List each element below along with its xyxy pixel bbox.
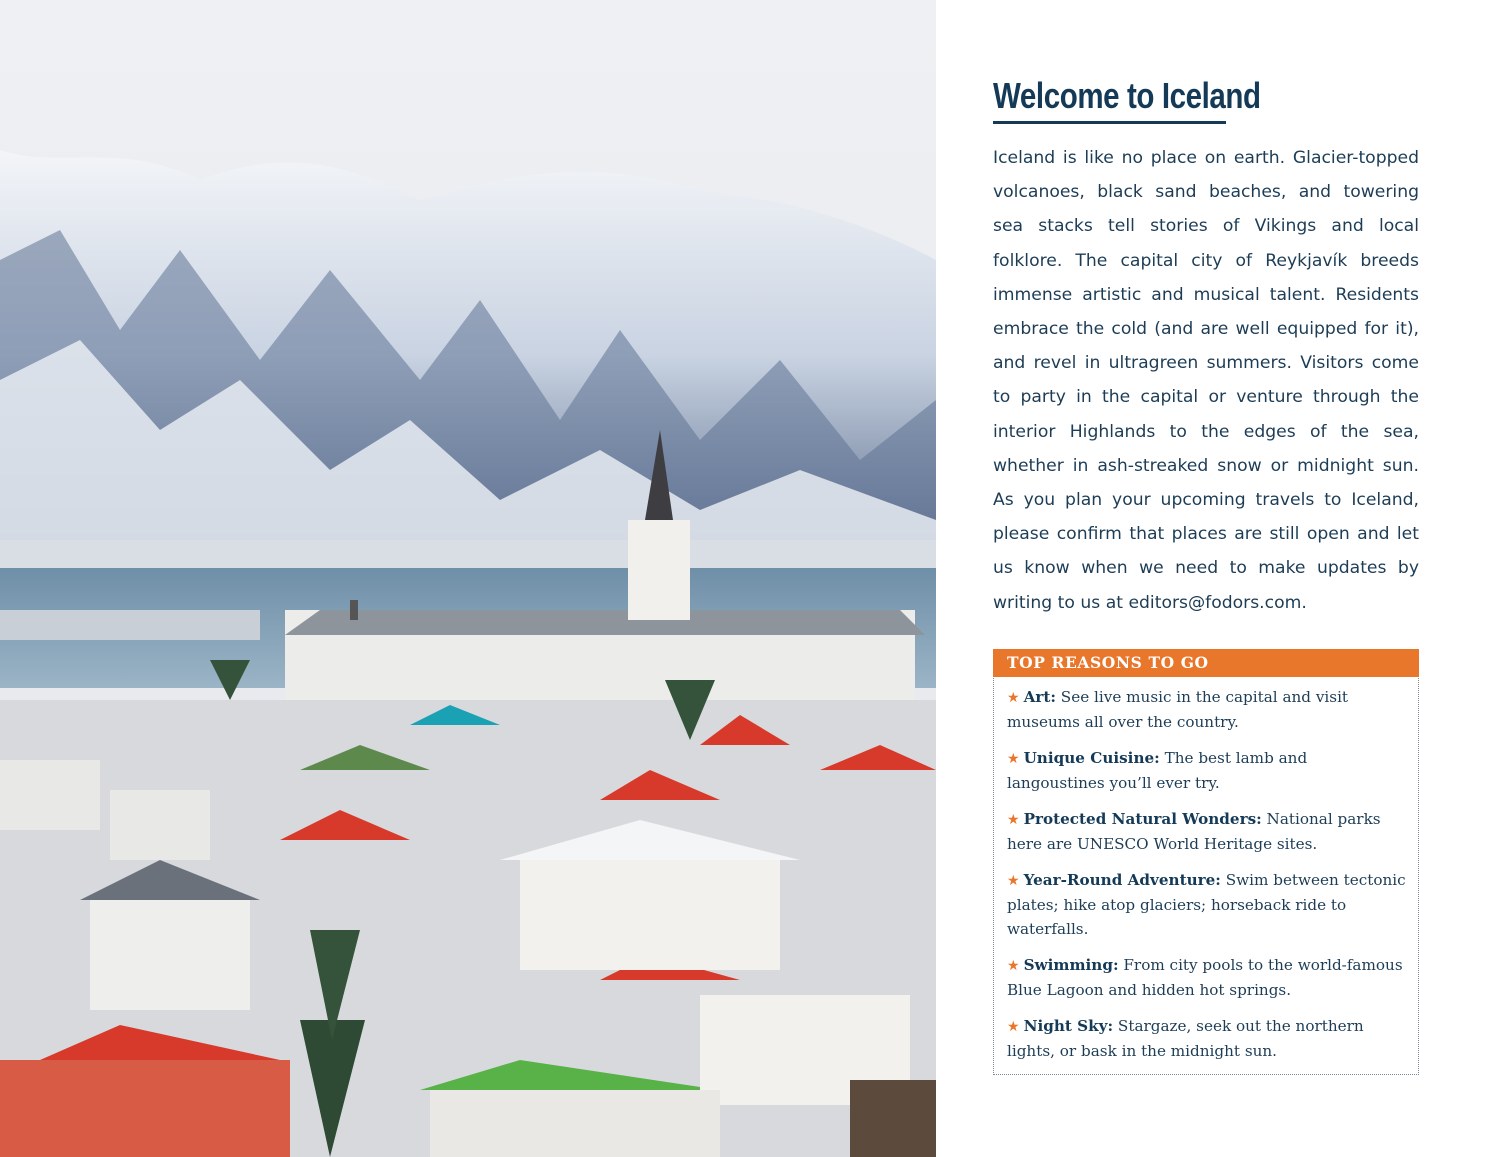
star-icon: ★ — [1007, 751, 1020, 767]
reason-title: Unique Cuisine: — [1023, 749, 1160, 767]
top-reasons-box — [993, 649, 1419, 1075]
reason-item — [1007, 953, 1408, 1002]
reason-title: Year-Round Adventure: — [1023, 871, 1221, 889]
reason-text: Swim between tectonic plates; hike atop glaciers; horseback ride to waterfalls. — [1007, 871, 1406, 938]
top-reasons-header: TOP REASONS TO GO — [993, 649, 1419, 677]
page-title: Welcome to Iceland — [993, 75, 1261, 116]
reason-title: Art: — [1023, 688, 1056, 706]
star-icon: ★ — [1007, 690, 1020, 706]
reason-title: Swimming: — [1023, 956, 1119, 974]
top-reasons-list — [994, 677, 1418, 1063]
reason-title: Night Sky: — [1023, 1017, 1114, 1035]
reason-item — [1007, 807, 1408, 856]
reason-title: Protected Natural Wonders: — [1023, 810, 1262, 828]
reason-item — [1007, 1014, 1408, 1063]
star-icon: ★ — [1007, 958, 1020, 974]
intro-text: Iceland is like no place on earth. Glacier-topped volcanoes, black sand beaches, and towering sea stacks tell stories of Vikings and local folklore. The capital city of Reykjavík breeds immense artistic and musical talent. Residents embrace the cold (and are well equipped for it), and revel in ultragreen summers. Visitors come to party in the capital or venture through the interior Highlands to the edges of the sea, whether in ash-streaked snow or midnight sun. As you plan your upcoming travels to Iceland, please confirm that places are still open and let us know when we need to make updates by writing to us at editors@fodors.com. — [993, 148, 1419, 613]
reason-item — [1007, 868, 1408, 941]
reason-item — [1007, 685, 1408, 734]
reason-text: See live music in the capital and visit museums all over the country. — [1007, 688, 1349, 731]
reason-text: National parks here are UNESCO World Heritage sites. — [1007, 810, 1381, 853]
reason-text: Stargaze, seek out the northern lights, or bask in the midnight sun. — [1007, 1017, 1364, 1060]
reason-text: The best lamb and langoustines you’ll ever try. — [1007, 749, 1308, 792]
reason-item — [1007, 746, 1408, 795]
title-underline — [993, 121, 1226, 124]
star-icon: ★ — [1007, 873, 1020, 889]
reason-text: From city pools to the world-famous Blue Lagoon and hidden hot springs. — [1007, 956, 1403, 999]
star-icon: ★ — [1007, 1019, 1020, 1035]
intro-paragraph — [993, 141, 1419, 620]
star-icon: ★ — [1007, 812, 1020, 828]
